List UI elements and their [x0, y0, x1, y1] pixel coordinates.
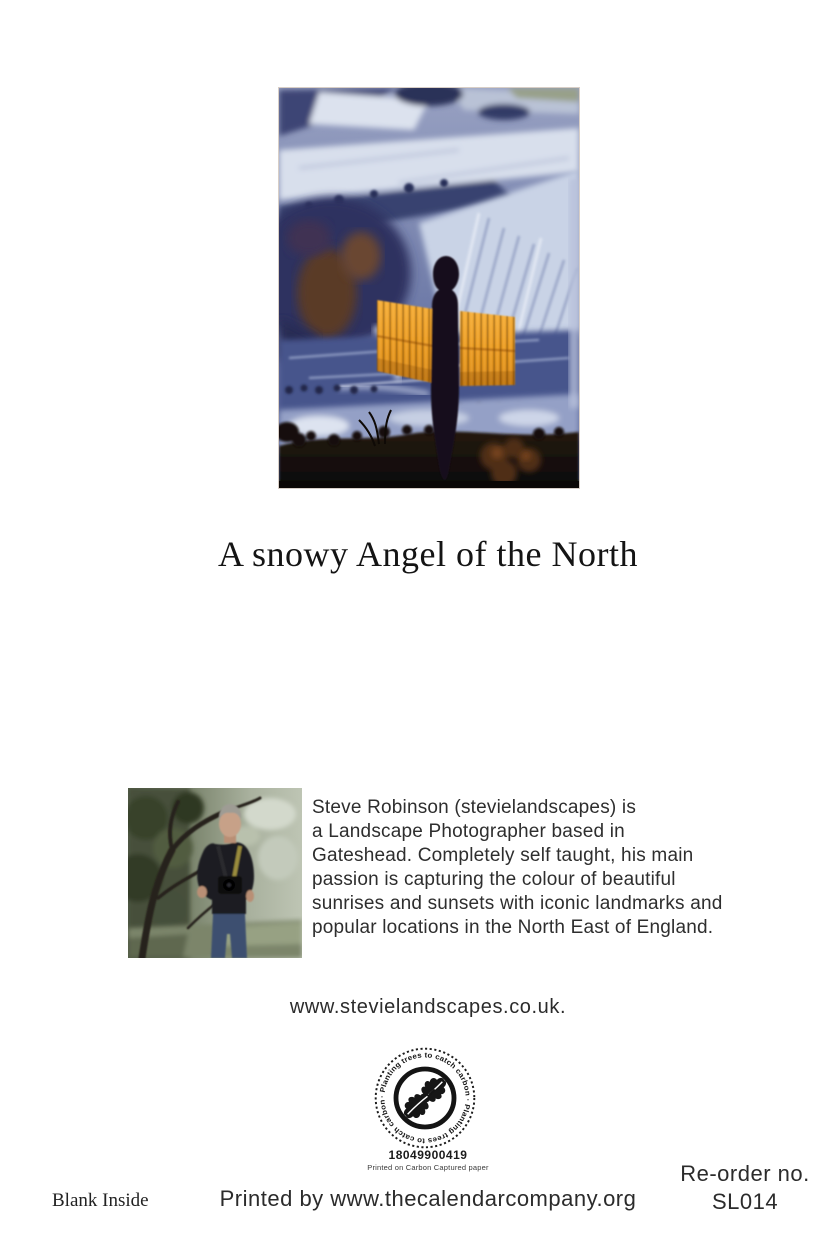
carbon-capture-stamp-icon: [367, 1040, 483, 1156]
photo-edge-highlight: [569, 178, 579, 408]
carbon-certificate-number: 18049900419: [388, 1148, 468, 1162]
bio-line: popular locations in the North East of England.: [312, 917, 714, 938]
bio-line: Gateshead. Completely self taught, his main: [312, 845, 694, 866]
photographer-photo: [128, 788, 302, 958]
reorder-block: [655, 1160, 835, 1216]
carbon-caption: Printed on Carbon Captured paper: [367, 1163, 489, 1172]
blank-inside-label: Blank Inside: [52, 1190, 149, 1211]
bio-line: passion is capturing the colour of beautiful: [312, 869, 676, 890]
reorder-label: Re-order no.: [680, 1161, 810, 1186]
bio-line: Steve Robinson (stevielandscapes) is: [312, 797, 637, 818]
printed-by-label: Printed by www.thecalendarcompany.org: [219, 1186, 637, 1211]
photographer-bio: [312, 796, 752, 940]
stamp-curved-text: · Planting trees to catch carbon · Planting trees to catch carbon: [377, 1050, 473, 1146]
website-url: www.stevielandscapes.co.uk.: [289, 996, 567, 1018]
snowy-angel-photo: [278, 87, 580, 489]
hand-on-hip: [197, 886, 207, 898]
reorder-code: SL014: [711, 1189, 779, 1214]
bio-line: a Landscape Photographer based in: [312, 821, 625, 842]
bio-line: sunrises and sunsets with iconic landmarks and: [312, 893, 723, 914]
card-title: A snowy Angel of the North: [218, 534, 638, 574]
